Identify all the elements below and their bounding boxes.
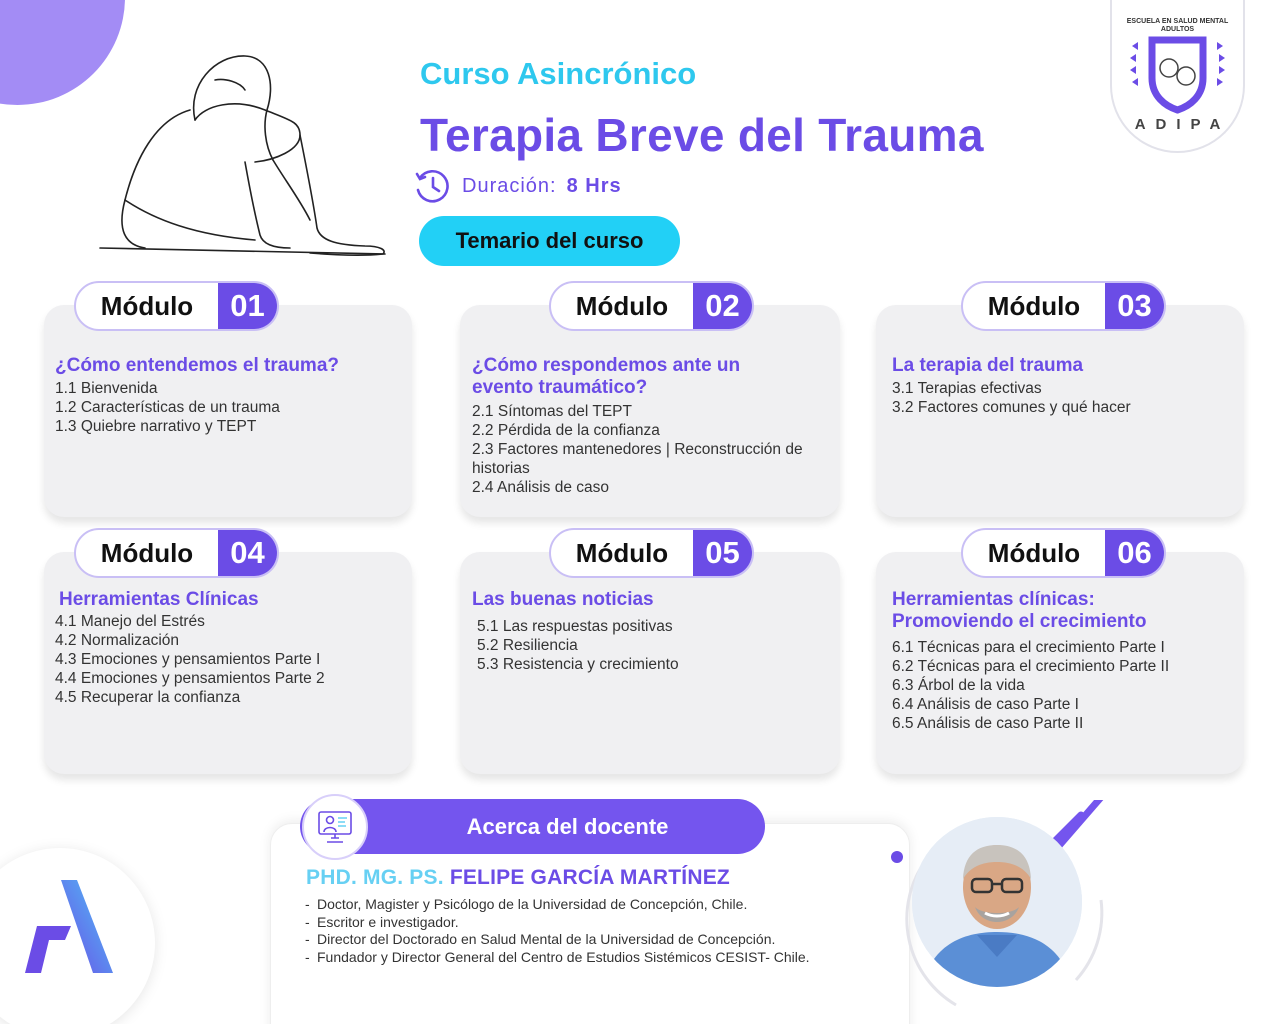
badge-brand: ADIPA xyxy=(1134,116,1231,133)
module-word: Módulo xyxy=(575,537,669,568)
module-number: 02 xyxy=(693,283,752,329)
adipa-badge xyxy=(1110,0,1245,153)
lesson-item: 2.1 Síntomas del TEPT xyxy=(472,403,632,420)
module-lessons xyxy=(472,402,834,497)
lesson-item: 5.2 Resiliencia xyxy=(477,637,578,654)
module-title: Herramientas clínicas: Promoviendo el crecimiento xyxy=(892,589,1147,632)
module-title: Herramientas Clínicas xyxy=(59,589,259,610)
lesson-item: 1.2 Características de un trauma xyxy=(55,399,280,416)
lesson-item: 5.1 Las respuestas positivas xyxy=(477,618,673,635)
module-label-2 xyxy=(549,281,754,331)
module-label-3 xyxy=(961,281,1166,331)
lesson-item: 6.3 Árbol de la vida xyxy=(892,677,1025,694)
lesson-item: 4.4 Emociones y pensamientos Parte 2 xyxy=(55,670,325,687)
module-lessons xyxy=(477,617,827,674)
module-number: 05 xyxy=(693,530,752,576)
brand-logo xyxy=(0,848,155,1024)
module-label-5 xyxy=(549,528,754,578)
course-title: Terapia Breve del Trauma xyxy=(420,109,984,161)
teacher-heading: Acerca del docente xyxy=(466,813,669,839)
lesson-item: 4.5 Recuperar la confianza xyxy=(55,689,241,706)
module-word: Módulo xyxy=(100,537,194,568)
lesson-item: 3.1 Terapias efectivas xyxy=(892,380,1042,397)
module-title: Las buenas noticias xyxy=(472,589,654,610)
lesson-item: 1.1 Bienvenida xyxy=(55,380,158,397)
lesson-item: 4.2 Normalización xyxy=(55,632,180,649)
sitting-person-illustration xyxy=(95,50,395,265)
lesson-item: 6.1 Técnicas para el crecimiento Parte I xyxy=(892,639,1165,656)
module-word: Módulo xyxy=(575,290,669,321)
module-number: 04 xyxy=(218,530,277,576)
module-lessons xyxy=(892,379,1237,417)
bio-item: - Doctor, Magister y Psicólogo de la Universidad de Concepción, Chile. xyxy=(305,896,830,914)
module-number: 03 xyxy=(1105,283,1164,329)
lesson-item: 2.4 Análisis de caso xyxy=(472,479,610,496)
module-word: Módulo xyxy=(987,537,1081,568)
lesson-item: 6.2 Técnicas para el crecimiento Parte II xyxy=(892,658,1170,675)
lesson-item: 4.3 Emociones y pensamientos Parte I xyxy=(55,651,321,668)
module-title: La terapia del trauma xyxy=(892,355,1084,376)
module-title: ¿Cómo respondemos ante un evento traumático? xyxy=(472,355,741,398)
clock-icon xyxy=(414,168,452,204)
teacher-icon-badge xyxy=(302,794,368,860)
teacher-photo xyxy=(912,817,1082,987)
duration-value: 8 Hrs xyxy=(566,174,622,197)
teacher-portrait-icon xyxy=(912,817,1082,987)
module-label-1 xyxy=(74,281,279,331)
syllabus-button[interactable]: Temario del curso xyxy=(419,216,680,266)
module-lessons xyxy=(55,612,405,707)
bio-item: - Director del Doctorado en Salud Mental de la Universidad de Concepción. xyxy=(305,931,830,949)
module-label-6 xyxy=(961,528,1166,578)
duration-label: Duración: xyxy=(462,174,557,197)
teacher-bio xyxy=(305,896,830,966)
module-word: Módulo xyxy=(987,290,1081,321)
course-duration xyxy=(414,168,622,204)
lesson-item: 6.4 Análisis de caso Parte I xyxy=(892,696,1079,713)
module-label-4 xyxy=(74,528,279,578)
adipa-logo-icon xyxy=(0,848,155,1024)
module-number: 01 xyxy=(218,283,277,329)
badge-line-1: ESCUELA EN SALUD MENTAL xyxy=(1126,18,1229,25)
lesson-item: 6.5 Análisis de caso Parte II xyxy=(892,715,1084,732)
module-lessons xyxy=(55,379,405,436)
teacher-degrees: PHD. MG. PS. xyxy=(306,866,444,889)
teacher-heading-pill xyxy=(300,799,765,854)
teacher-name xyxy=(306,866,730,890)
lesson-item: 2.2 Pérdida de la confianza xyxy=(472,422,660,439)
lesson-item: 4.1 Manejo del Estrés xyxy=(55,613,205,630)
module-word: Módulo xyxy=(100,290,194,321)
lesson-item: 3.2 Factores comunes y qué hacer xyxy=(892,399,1131,416)
lesson-item: 5.3 Resistencia y crecimiento xyxy=(477,656,679,673)
lesson-item: 2.3 Factores mantenedores | Reconstrucción de historias xyxy=(472,441,803,477)
module-number: 06 xyxy=(1105,530,1164,576)
module-lessons xyxy=(892,638,1237,733)
bio-item: - Escritor e investigador. xyxy=(305,914,830,932)
badge-line-2: ADULTOS xyxy=(1160,26,1195,33)
bio-item: - Fundador y Director General del Centro de Estudios Sistémicos CESIST- Chile. xyxy=(305,949,830,967)
module-title: ¿Cómo entendemos el trauma? xyxy=(55,355,339,376)
lesson-item: 1.3 Quiebre narrativo y TEPT xyxy=(55,418,257,435)
online-teacher-icon xyxy=(315,807,355,847)
teacher-full-name: FELIPE GARCÍA MARTÍNEZ xyxy=(449,866,730,889)
course-type: Curso Asincrónico xyxy=(420,56,697,91)
